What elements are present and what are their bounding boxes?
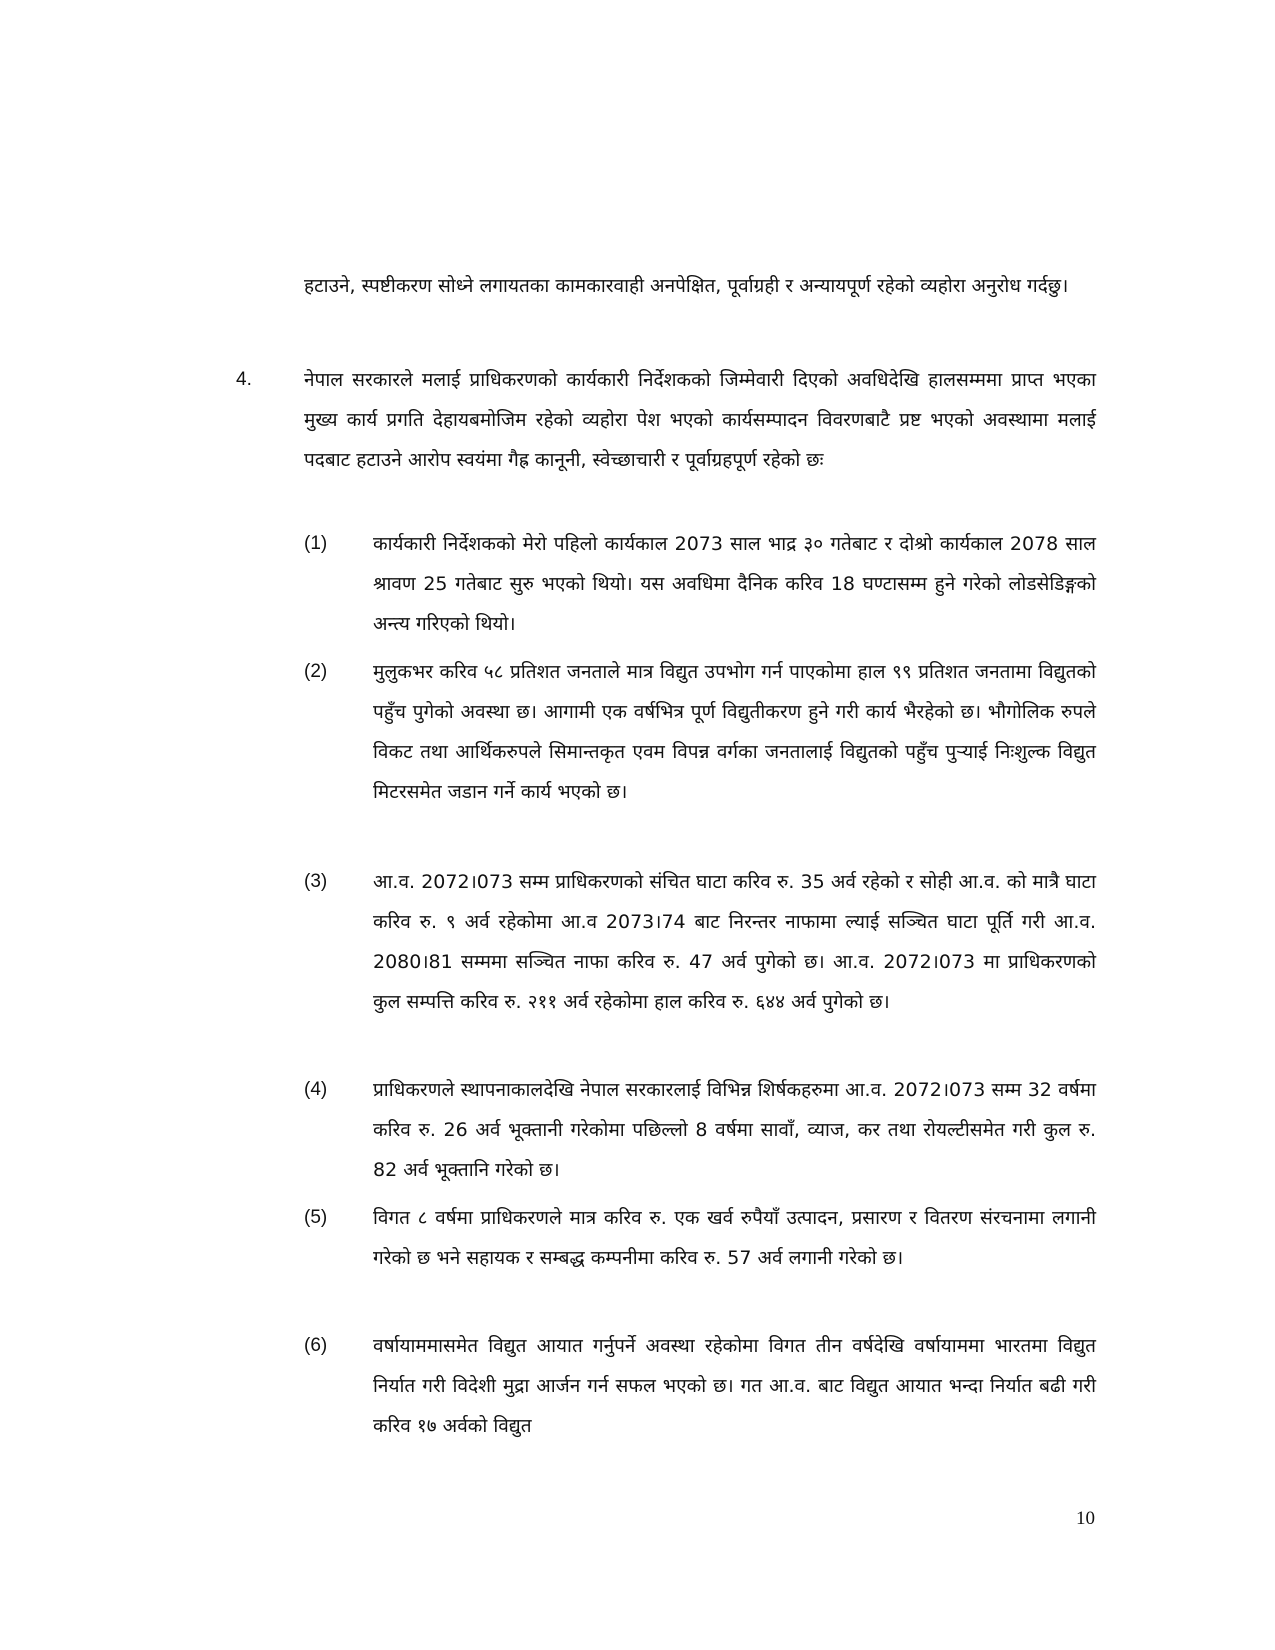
list-item-text: प्राधिकरणले स्थापनाकालदेखि नेपाल सरकारलाई विभिन्न शिर्षकहरुमा आ.व. 2072।073 सम्म 32 वर्षमा करिव रु. 26 अर्व भूक्तानी गरेकोमा पछिल्लो 8 वर्षमा सावाँ, व्याज, कर तथा रोयल्टीसमेत गरी कुल रु. 82 अर्व भूक्तानि गरेको छ। [373, 1079, 1096, 1181]
page-number: 10 [1076, 1508, 1095, 1529]
list-item-text: कार्यकारी निर्देशकको मेरो पहिलो कार्यकाल 2073 साल भाद्र ३० गतेबाट र दोश्रो कार्यकाल 2078 साल श्रावण 25 गतेबाट सुरु भएको थियो। यस अवधिमा दैनिक करिव 18 घण्टासम्म हुने गरेको लोडसेडिङ्गको अन्त्य गरिएको थियो। [373, 533, 1096, 635]
list-item-number: (6) [304, 1335, 328, 1356]
paragraph-number: 4. [236, 369, 252, 390]
list-item-number: (4) [304, 1079, 328, 1100]
continuation-paragraph: हटाउने, स्पष्टीकरण सोध्ने लगायतका कामकारवाही अनपेक्षित, पूर्वाग्रही र अन्यायपूर्ण रहेको व्यहोरा अनुरोध गर्दछु। [304, 275, 1069, 297]
list-item-number: (3) [304, 871, 328, 892]
list-item-text: विगत ८ वर्षमा प्राधिकरणले मात्र करिव रु. एक खर्व रुपैयाँ उत्पादन, प्रसारण र वितरण संरचनामा लगानी गरेको छ भने सहायक र सम्बद्ध कम्पनीमा करिव रु. 57 अर्व लगानी गरेको छ। [373, 1207, 1096, 1269]
list-item-number: (5) [304, 1207, 328, 1228]
list-item-text: मुलुकभर करिव ५८ प्रतिशत जनताले मात्र विद्युत उपभोग गर्न पाएकोमा हाल ९९ प्रतिशत जनतामा विद्युतको पहुँच पुगेको अवस्था छ। आगामी एक वर्षभित्र पूर्ण विद्युतीकरण हुने गरी कार्य भैरहेको छ। भौगोलिक रुपले विकट तथा आर्थिकरुपले सिमान्तकृत एवम विपन्न वर्गका जनतालाई विद्युतको पहुँच पुर्‍याई निःशुल्क विद्युत मिटरसमेत जडान गर्ने कार्य भएको छ। [373, 661, 1096, 803]
list-item-text: वर्षायाममासमेत विद्युत आयात गर्नुपर्ने अवस्था रहेकोमा विगत तीन वर्षदेखि वर्षायाममा भारतमा विद्युत निर्यात गरी विदेशी मुद्रा आर्जन गर्न सफल भएको छ। गत आ.व. बाट विद्युत आयात भन्दा निर्यात बढी गरी करिव १७ अर्वको विद्युत [373, 1335, 1096, 1437]
paragraph-4-text: नेपाल सरकारले मलाई प्राधिकरणको कार्यकारी निर्देशकको जिम्मेवारी दिएको अवधिदेखि हालसम्ममा प्राप्त भएका मुख्य कार्य प्रगति देहायबमोजिम रहेको व्यहोरा पेश भएको कार्यसम्पादन विवरणबाटै प्रष्ट भएको अवस्थामा मलाई पदबाट हटाउने आरोप स्वयंमा गैह्र कानूनी, स्वेच्छाचारी र पूर्वाग्रहपूर्ण रहेको छः [304, 369, 1096, 471]
list-item-number: (1) [304, 533, 328, 554]
list-item-number: (2) [304, 661, 328, 682]
list-item-text: आ.व. 2072।073 सम्म प्राधिकरणको संचित घाटा करिव रु. 35 अर्व रहेको र सोही आ.व. को मात्रै घाटा करिव रु. ९ अर्व रहेकोमा आ.व 2073।74 बाट निरन्तर नाफामा ल्याई सञ्चित घाटा पूर्ति गरी आ.व. 2080।81 सम्ममा सञ्चित नाफा करिव रु. 47 अर्व पुगेको छ। आ.व. 2072।073 मा प्राधिकरणको कुल सम्पत्ति करिव रु. २११ अर्व रहेकोमा हाल करिव रु. ६४४ अर्व पुगेको छ। [373, 871, 1096, 1013]
